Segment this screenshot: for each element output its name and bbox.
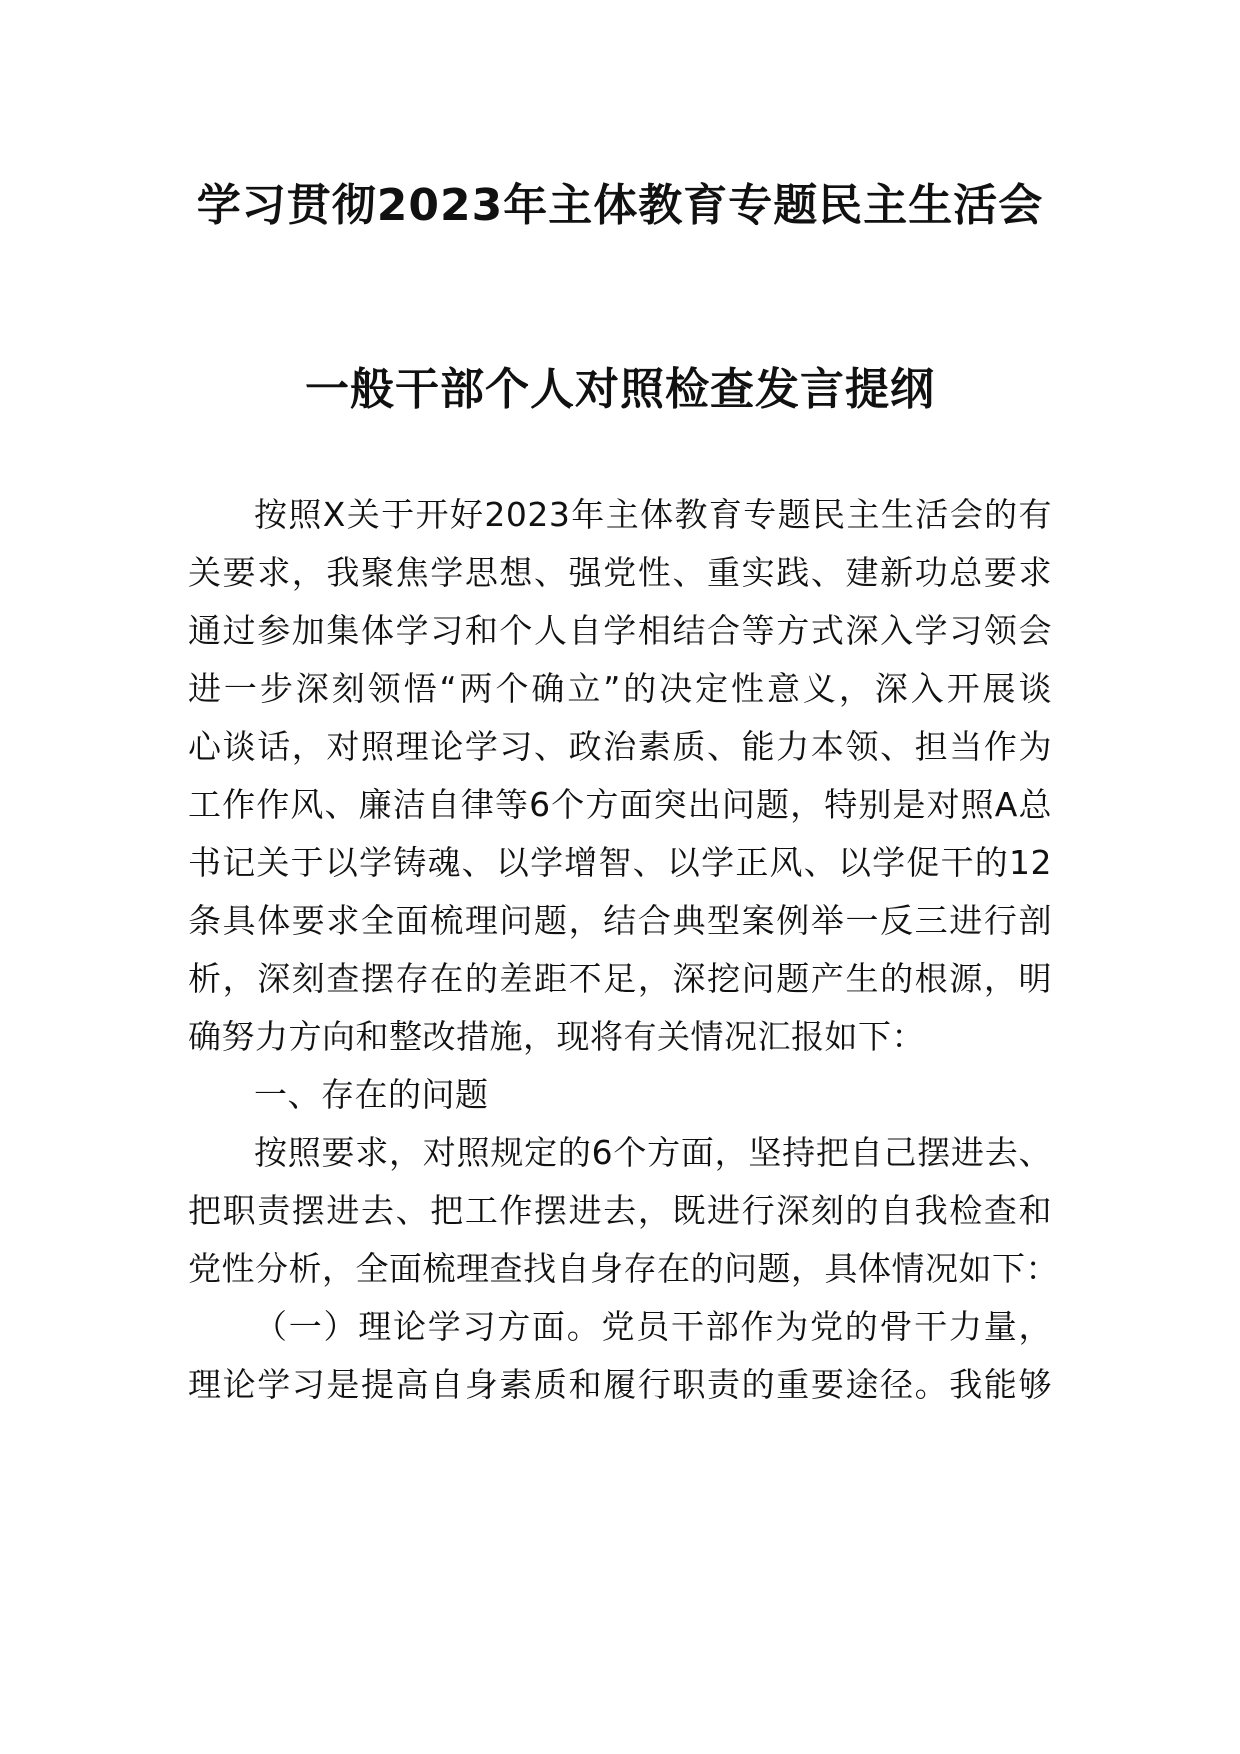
document-title-line-2: 一般干部个人对照检查发言提纲 [305, 364, 935, 415]
paragraph-1-line: 进一步深刻领悟“两个确立”的决定性意义，深入开展谈 [188, 669, 1052, 708]
paragraph-1-line: 通过参加集体学习和个人自学相结合等方式深入学习领会 [188, 611, 1052, 650]
paragraph-1-line: 条具体要求全面梳理问题，结合典型案例举一反三进行剖 [188, 901, 1052, 940]
paragraph-3-line: （一）理论学习方面。党员干部作为党的骨干力量， [254, 1307, 1052, 1346]
paragraph-1-line: 书记关于以学铸魂、以学增智、以学正风、以学促干的12 [188, 843, 1052, 882]
paragraph-2-line: 按照要求，对照规定的6个方面，坚持把自己摆进去、 [254, 1133, 1052, 1172]
paragraph-2-line: 把职责摆进去、把工作摆进去，既进行深刻的自我检查和 [188, 1191, 1052, 1230]
paragraph-1-line: 工作作风、廉洁自律等6个方面突出问题，特别是对照A总 [188, 785, 1052, 824]
paragraph-3-line: 理论学习是提高自身素质和履行职责的重要途径。我能够 [188, 1365, 1052, 1404]
document-title-line-1: 学习贯彻2023年主体教育专题民主生活会 [196, 180, 1044, 231]
paragraph-1-line: 关要求，我聚焦学思想、强党性、重实践、建新功总要求 [188, 553, 1052, 592]
paragraph-1-line: 确努力方向和整改措施，现将有关情况汇报如下： [188, 1017, 925, 1056]
paragraph-2-line: 党性分析，全面梳理查找自身存在的问题，具体情况如下： [188, 1249, 1059, 1288]
section-heading: 一、存在的问题 [254, 1075, 489, 1114]
paragraph-1-line: 心谈话，对照理论学习、政治素质、能力本领、担当作为 [188, 727, 1052, 766]
paragraph-1-line: 按照X关于开好2023年主体教育专题民主生活会的有 [254, 495, 1052, 534]
paragraph-1-line: 析，深刻查摆存在的差距不足，深挖问题产生的根源，明 [188, 959, 1052, 998]
